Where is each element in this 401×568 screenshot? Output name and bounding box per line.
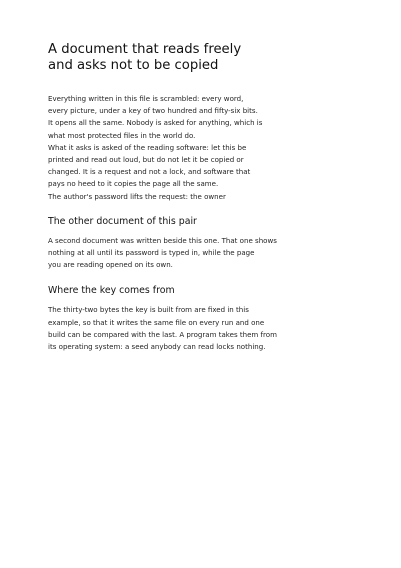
text-line: The thirty-two bytes the key is built from are fixed in this — [48, 305, 249, 315]
text-line: example, so that it writes the same file on every run and one — [48, 317, 265, 327]
section-heading-key-source: Where the key comes from — [48, 285, 175, 297]
text-line: every picture, under a key of two hundred and fifty-six bits. — [48, 106, 258, 116]
section-paragraph-key-source — [48, 304, 368, 353]
text-line: pays no heed to it copies the page all the same. — [48, 179, 219, 189]
text-line: What it asks is asked of the reading software: let this be — [48, 142, 247, 152]
document-page — [48, 42, 368, 353]
section-paragraph-other-document — [48, 235, 368, 272]
text-line: you are reading opened on its own. — [48, 260, 173, 270]
intro-paragraph — [48, 93, 368, 203]
text-line: printed and read out loud, but do not let it be copied or — [48, 155, 244, 165]
text-line: its operating system: a seed anybody can read locks nothing. — [48, 342, 266, 352]
section-heading-other-document: The other document of this pair — [48, 215, 197, 227]
text-line: A second document was written beside this one. That one shows — [48, 235, 277, 245]
text-line: Everything written in this file is scrambled: every word, — [48, 94, 244, 103]
title-line: and asks not to be copied — [48, 58, 219, 73]
text-line: nothing at all until its password is typed in, while the page — [48, 248, 255, 258]
document-title — [48, 42, 368, 74]
text-line: changed. It is a request and not a lock, and software that — [48, 167, 251, 177]
text-line: It opens all the same. Nobody is asked for anything, which is — [48, 118, 263, 128]
text-line: The author's password lifts the request: the owner — [48, 191, 226, 201]
text-line: what most protected files in the world do. — [48, 130, 196, 140]
title-line: A document that reads freely — [48, 42, 242, 57]
text-line: build can be compared with the last. A program takes them from — [48, 329, 277, 339]
